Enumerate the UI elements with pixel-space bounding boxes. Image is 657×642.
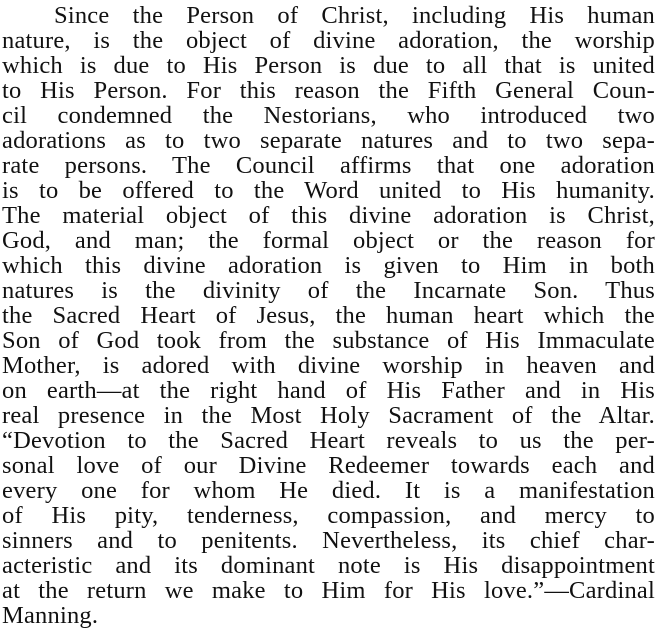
text-line-10: God, and man; the formal object or the reason for bbox=[2, 227, 655, 254]
text-line-12: natures is the divinity of the Incarnate Son. Thus bbox=[2, 277, 655, 304]
text-line-15: Mother, is adored with divine worship in heaven and bbox=[2, 352, 655, 379]
text-line-3: which is due to His Person is due to all that is united bbox=[2, 52, 655, 79]
text-line-6: adorations as to two separate natures and to two sepa- bbox=[2, 127, 655, 154]
text-line-1: Since the Person of Christ, including His human bbox=[54, 2, 655, 29]
text-line-24: at the return we make to Him for His love.”—Cardinal bbox=[2, 577, 655, 604]
text-line-22: sinners and to penitents. Nevertheless, its chief char- bbox=[2, 527, 655, 554]
text-line-11: which this divine adoration is given to Him in both bbox=[2, 252, 655, 279]
text-line-19: sonal love of our Divine Redeemer towards each and bbox=[2, 452, 655, 479]
text-line-16: on earth—at the right hand of His Father and in His bbox=[2, 377, 655, 404]
text-line-25: Manning. bbox=[2, 602, 99, 629]
text-line-9: The material object of this divine adoration is Christ, bbox=[2, 202, 655, 229]
text-line-13: the Sacred Heart of Jesus, the human heart which the bbox=[2, 302, 655, 329]
text-line-20: every one for whom He died. It is a manifestation bbox=[2, 477, 655, 504]
text-line-17: real presence in the Most Holy Sacrament of the Altar. bbox=[2, 402, 655, 429]
text-line-21: of His pity, tenderness, compassion, and mercy to bbox=[2, 502, 655, 529]
text-line-7: rate persons. The Council affirms that one adoration bbox=[2, 152, 655, 179]
text-line-4: to His Person. For this reason the Fifth General Coun- bbox=[2, 77, 655, 104]
text-line-5: cil condemned the Nestorians, who introduced two bbox=[2, 102, 655, 129]
text-line-14: Son of God took from the substance of His Immaculate bbox=[2, 327, 655, 354]
text-line-23: acteristic and its dominant note is His disappointment bbox=[2, 552, 655, 579]
text-line-2: nature, is the object of divine adoration, the worship bbox=[2, 27, 655, 54]
text-line-18: “Devotion to the Sacred Heart reveals to us the per- bbox=[2, 427, 655, 454]
text-line-8: is to be offered to the Word united to His humanity. bbox=[2, 177, 655, 204]
body-paragraph bbox=[2, 3, 655, 628]
